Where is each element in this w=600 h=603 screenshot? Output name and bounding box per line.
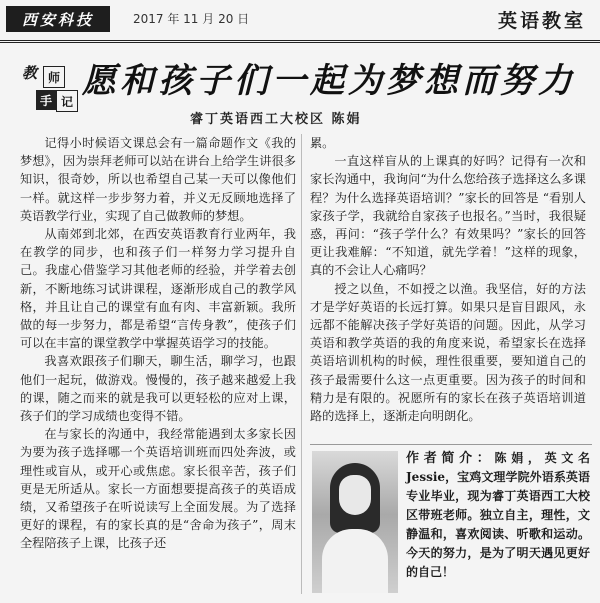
masthead: 西安科技 [6,6,110,32]
author-photo [312,451,398,593]
column-badge-char-3: 记 [56,90,78,112]
author-bio-label: 作者简介： [406,451,495,466]
issue-date: 2017 年 11 月 20 日 [133,12,250,26]
paragraph: 累。 [310,136,335,150]
article-column-left [20,134,296,598]
article-byline: 睿丁英语西工大校区 陈娟 [190,112,362,127]
paragraph: 记得小时候语文课总会有一篇命题作文《我的梦想》，因为崇拜老师可以站在讲台上给学生讲很多知识，很奇妙，所以也希望自己某一天可以像他们一样。就这样一步步努力着，并义无反顾地选择了英语教学行业，实现了自己做教师的梦想。 [20,136,296,223]
paragraph: 一直这样盲从的上课真的好吗？记得有一次和家长沟通中，我询问“为什么您给孩子选择这么多课程？为什么选择英语培训？”家长的回答是 “看别人家孩子学，我就给自家孩子也报名。”当时，我很疑惑，再问：“孩子学什么？有效果吗？”家长的回答更让我难解：“不知道，就先学着！”这样的现象，真的不会让人心痛吗？ [310,154,586,278]
paragraph: 我喜欢跟孩子们聊天，聊生活，聊学习，也跟他们一起玩，做游戏。慢慢的，孩子越来越爱上我的课，随之而来的就是我可以更轻松的应对上课，孩子们的学习成绩也变得不错。 [20,354,296,424]
column-badge-char-1: 师 [43,66,65,88]
column-badge-teacher: 教 [22,64,38,82]
author-bio [310,444,592,597]
author-bio-body: 陈娟，英文名Jessie，宝鸡文理学院外语系英语专业毕业，现为睿丁英语西工大校区带班老师。独立自主，理性，文静温和，喜欢阅读、听歌和运动。今天的努力，是为了明天遇见更好的自己！ [406,451,590,579]
paragraph: 从南郊到北郊，在西安英语教育行业两年，我在教学的同步，也和孩子们一样努力学习提升自己。我虚心借鉴学习其他老师的经验，并学着去创新，不断地练习试讲课程，逐渐形成自己的教学风格，并且让自己的课堂有血有肉、丰富新颖。我所做的每一步努力，都是希望“言传身教”，使孩子们可以在丰富的课堂教学中掌握英语学习的技能。 [20,227,296,351]
column-badge-char-2: 手 [36,90,56,110]
section-title: 英语教室 [497,10,586,32]
photo-body [322,529,388,593]
author-bio-text [406,449,590,582]
paragraph: 授之以鱼，不如授之以渔。我坚信，好的方法才是学好英语的长远打算。如果只是盲目跟风，永远都不能解决孩子学好英语的问题。因此，从学习英语和教学英语的我的角度来说，希望家长在选择英语培训机构的时候，理性很重要，要知道自己的孩子最需要什么这一点更重要。因为孩子的时间和精力是有限的。祝愿所有的家长在孩子英语培训道路的选择上，逐渐走向明朗化。 [310,281,586,424]
column-divider [301,134,302,594]
article-title: 愿和孩子们一起为梦想而努力 [82,61,576,101]
article-column-right [310,134,586,425]
photo-face [339,475,371,515]
paragraph: 在与家长的沟通中，我经常能遇到太多家长因为要为孩子选择哪一个英语培训班而四处奔波，或理性或盲从，或开心或焦虑。家长很辛苦，孩子们更是无所适从。家长一方面想要提高孩子的英语成绩，又希望孩子在听说读写上全面发展。为了选择更好的课程，有的家长真的是“舍命为孩子”，周末全程陪孩子上课，比孩子还 [20,427,296,551]
newspaper-header [0,0,600,43]
